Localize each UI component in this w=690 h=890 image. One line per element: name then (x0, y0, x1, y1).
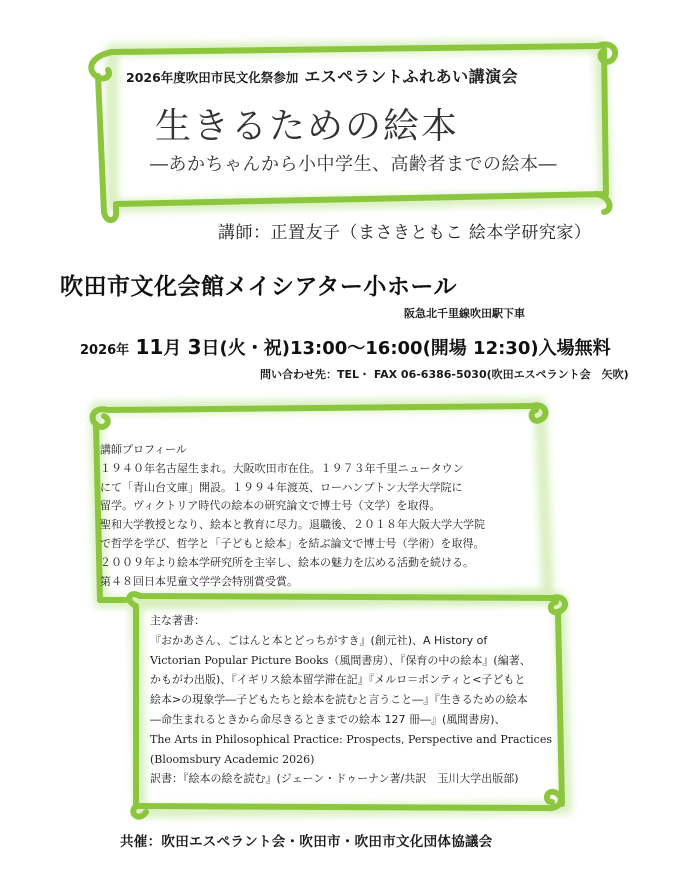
venue-access: 阪急北千里線吹田駅下車 (404, 307, 525, 320)
event-day-unit: 日 (201, 338, 220, 359)
admission: 入場無料 (538, 338, 611, 359)
event-month: 11 (135, 335, 164, 359)
event-name: エスペラントふれあい講演会 (304, 67, 519, 86)
profile-line: 第４８回日本児童文学学会特別賞受賞。 (100, 574, 298, 588)
profile-line: ２００９年より絵本学研究所を主宰し、絵本の魅力を広める活動を続ける。 (100, 555, 474, 569)
event-datetime (80, 334, 611, 360)
works-heading: 主な著書： (150, 614, 205, 627)
festival-label: 2026年度吹田市民文化祭参加 (126, 70, 299, 85)
event-year: 2026年 (80, 343, 130, 358)
works-line: The Arts in Philosophical Practice: Prospects, Perspective and Practices (150, 732, 552, 746)
works-line: 絵本>の現象学―子どもたちと絵本を読むと言うこと―』『生きるための絵本 (150, 693, 528, 707)
main-title: 生きるための絵本 (155, 106, 460, 147)
venue-name: 吹田市文化会館メイシアター小ホール (60, 274, 457, 300)
profile-line: で哲学を学び、哲学と「子どもと絵本」を結ぶ論文で博士号（学術）を取得。 (100, 536, 485, 550)
profile-line: １９４０年名古屋生まれ。大阪吹田市在住。１９７３年千里ニュータウン (100, 461, 464, 475)
event-day: 3 (187, 335, 202, 359)
event-weekday: (火・祝) (219, 338, 290, 359)
event-header (126, 64, 518, 87)
major-works (150, 611, 560, 789)
works-line: Victorian Popular Picture Books（風間書房）、『保育の中の絵本』(編著、 (150, 653, 531, 667)
works-line: 『おかあさん、ごはんと本とどっちがすき』(創元社)、A History of (150, 633, 488, 647)
co-sponsors: 共催：吹田エスペラント会・吹田市・吹田市文化団体協議会 (120, 834, 493, 850)
event-time: 13:00～16:00 (289, 338, 423, 359)
profile-line: にて「青山台文庫」開設。１９９４年渡英、ローハンプトン大学大学院に (100, 480, 463, 494)
works-line: 訳書：『絵本の絵を読む』(ジェーン・ドゥーナン著/共訳 玉川大学出版部) (150, 772, 519, 786)
profile-line: 聖和大学教授となり、絵本と教育に尽力。退職後、２０１８年大阪大学大学院 (100, 518, 485, 532)
contact-info: 問い合わせ先：TEL・ FAX 06-6386-5030(吹田エスペラント会 矢吹) (260, 368, 629, 381)
profile-line: 留学。ヴィクトリア時代の絵本の研究論文で博士号（文学）を取得。 (100, 499, 441, 513)
subtitle: ―あかちゃんから小中学生、高齢者までの絵本― (150, 154, 557, 175)
works-line: (Bloomsbury Academic 2026) (150, 752, 315, 766)
lecturer-profile (100, 441, 530, 591)
profile-heading: 講師プロフィール (100, 443, 187, 456)
doors-open: (開場 12:30) (422, 338, 539, 359)
works-line: かもがわ出版)、『イギリス絵本留学滞在記』『メルロ＝ポンティと<子どもと (150, 673, 526, 687)
event-month-unit: 月 (163, 338, 182, 359)
works-line: ―命生まれるときから命尽きるときまでの絵本 127 冊―』(風間書房)、 (150, 712, 506, 726)
lecturer-line: 講師：正置友子（まさきともこ 絵本学研究家） (218, 223, 592, 243)
